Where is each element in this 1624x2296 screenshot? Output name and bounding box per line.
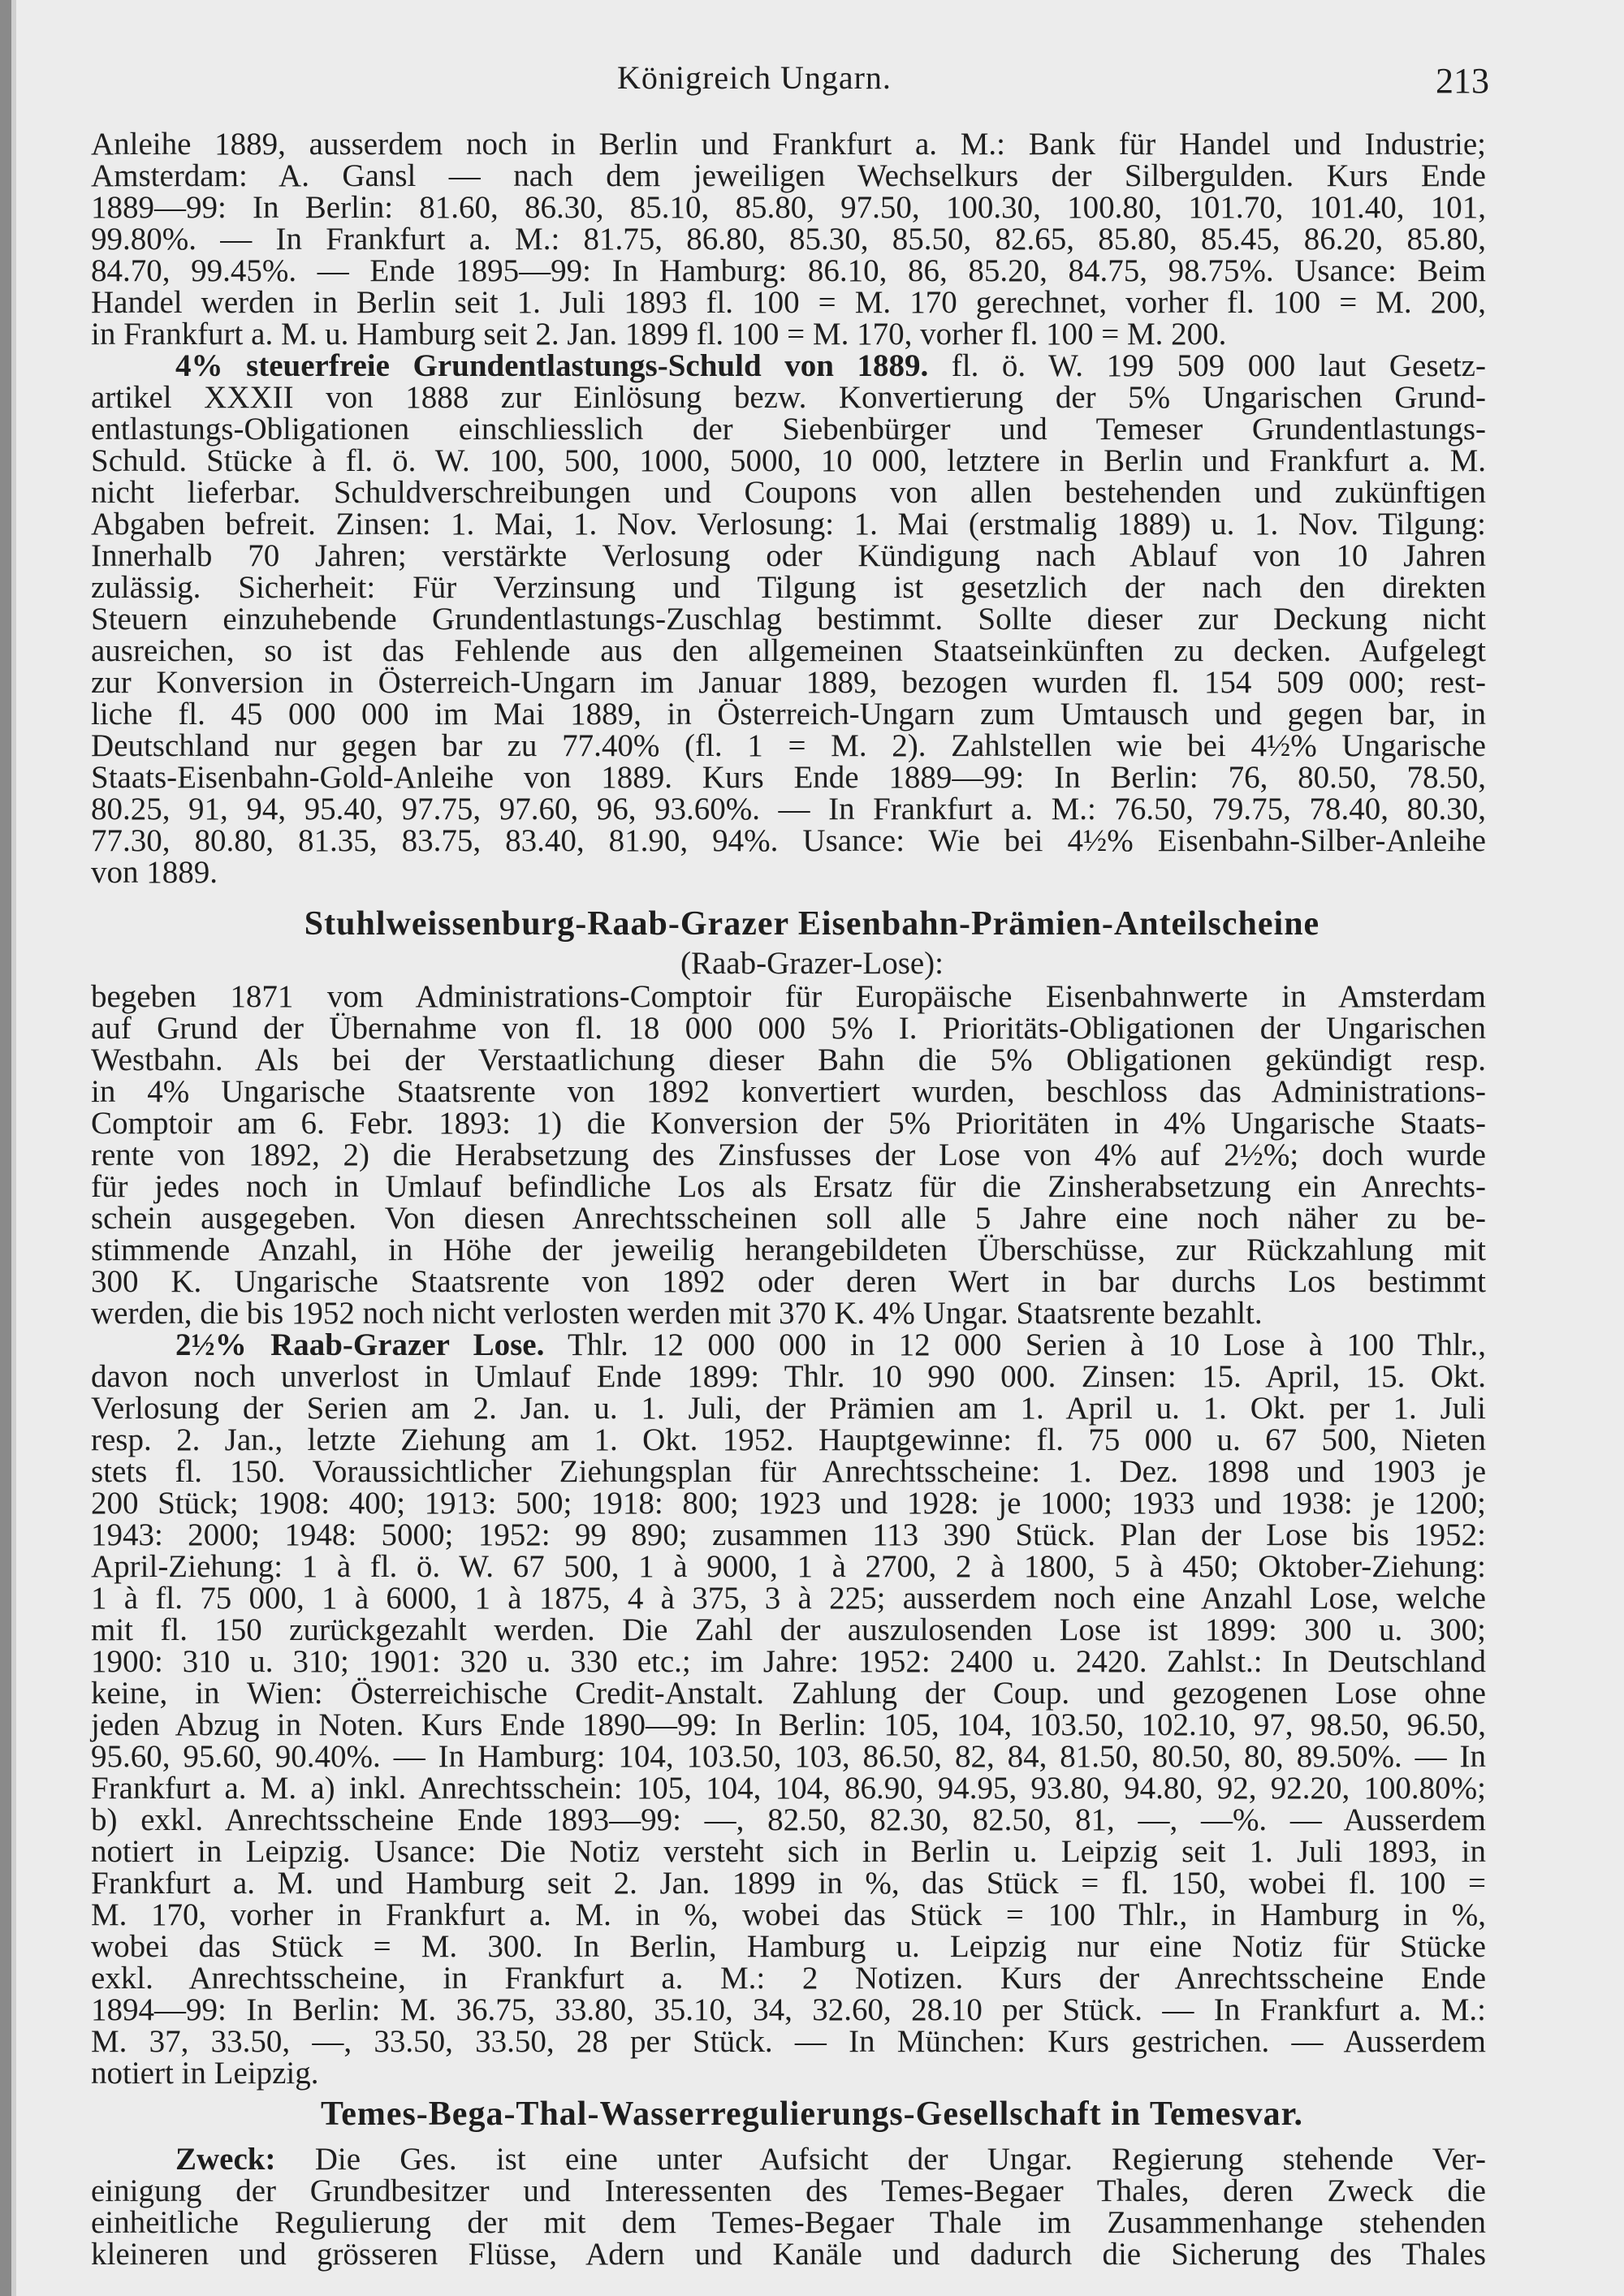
line-text: Die Ges. ist eine unter Aufsicht der Ungar. Regierung stehende Ver- [275, 2142, 1486, 2177]
bold-lead-in: 2½% Raab-Grazer Lose. [175, 1327, 545, 1362]
text-line [91, 1361, 1486, 1392]
line-text: 80.25, 91, 94, 95.40, 97.75, 97.60, 96, 93.60%. — In Frankfurt a. M.: 76.50, 79.75, 78.40, 80.30, [91, 792, 1486, 826]
line-text: auf Grund der Übernahme von fl. 18 000 000 5% I. Prioritäts-Obligationen der Ungarischen [91, 1011, 1486, 1046]
text-line [91, 445, 1486, 477]
line-text: notiert in Leipzig. Usance: Die Notiz versteht sich in Berlin u. Leipzig seit 1. Juli 1893, in [91, 1834, 1486, 1869]
line-text: nicht lieferbar. Schuldverschreibungen und Coupons von allen bestehenden und zukünftigen [91, 475, 1486, 510]
text-line [91, 287, 1486, 318]
line-text: 1 à fl. 75 000, 1 à 6000, 1 à 1875, 4 à 375, 3 à 225; ausserdem noch eine Anzahl Lose, welche [91, 1581, 1486, 1616]
line-text: Westbahn. Als bei der Verstaatlichung dieser Bahn die 5% Obligationen gekündigt resp. [91, 1042, 1486, 1077]
line-text: 1943: 2000; 1948: 5000; 1952: 99 890; zusammen 113 390 Stück. Plan der Lose bis 1952: [91, 1517, 1486, 1552]
line-text: Amsterdam: A. Gansl — nach dem jeweiligen Wechselkurs der Silbergulden. Kurs Ende [91, 158, 1486, 193]
text-block-raab-grazer-lose [91, 981, 1486, 2089]
text-line [91, 1551, 1486, 1582]
line-text: Anleihe 1889, ausserdem noch in Berlin und Frankfurt a. M.: Bank für Handel und Industrie; [91, 127, 1486, 162]
bold-lead-in: 4% steuerfreie Grundentlastungs-Schuld von 1889. [175, 348, 929, 383]
text-line [91, 192, 1486, 223]
line-text: Abgaben befreit. Zinsen: 1. Mai, 1. Nov. Verlosung: 1. Mai (erstmalig 1889) u. 1. Nov. Tilgung: [91, 507, 1486, 542]
text-line [91, 981, 1486, 1012]
line-text: keine, in Wien: Österreichische Credit-Anstalt. Zahlung der Coup. und gezogenen Lose ohne [91, 1676, 1486, 1711]
text-line [91, 1012, 1486, 1044]
text-block-temes-bega [91, 2143, 1486, 2270]
bold-lead-in: Zweck: [175, 2142, 276, 2177]
text-line [91, 382, 1486, 413]
text-line [91, 128, 1486, 160]
scan-edge-shadow [11, 0, 16, 2296]
line-text: 77.30, 80.80, 81.35, 83.75, 83.40, 81.90, 94%. Usance: Wie bei 4½% Eisenbahn-Silber-Anleihe [91, 823, 1486, 858]
text-line [91, 667, 1486, 698]
text-line [91, 1772, 1486, 1804]
line-text: stets fl. 150. Voraussichtlicher Ziehungsplan für Anrechtsscheine: 1. Dez. 1898 und 1903 je [91, 1454, 1486, 1489]
line-text: ausreichen, so ist das Fehlende aus den allgemeinen Staatseinkünften zu decken. Aufgelegt [91, 633, 1486, 668]
text-line [91, 1202, 1486, 1234]
scan-edge [0, 0, 11, 2296]
line-text: 95.60, 95.60, 90.40%. — In Hamburg: 104, 103.50, 103, 86.50, 82, 84, 81.50, 80.50, 80, 89.50%. — In [91, 1739, 1486, 1774]
section-subheading-raab-grazer: (Raab-Grazer-Lose): [680, 946, 944, 981]
text-line [91, 1392, 1486, 1424]
line-text: notiert in Leipzig. [91, 2056, 319, 2091]
text-line [91, 2057, 1486, 2089]
line-text: Verlosung der Serien am 2. Jan. u. 1. Juli, der Prämien am 1. April u. 1. Okt. per 1. Juli [91, 1391, 1486, 1426]
text-line [91, 540, 1486, 572]
line-text: Steuern einzuhebende Grundentlastungs-Zuschlag bestimmt. Sollte dieser zur Deckung nicht [91, 602, 1486, 637]
text-line [91, 1709, 1486, 1741]
text-line [91, 1456, 1486, 1487]
text-line [91, 603, 1486, 635]
line-text: wobei das Stück = M. 300. In Berlin, Hamburg u. Leipzig nur eine Notiz für Stücke [91, 1929, 1486, 1964]
text-line [91, 2175, 1486, 2207]
line-text: b) exkl. Anrechtsscheine Ende 1893—99: —, 82.50, 82.30, 82.50, 81, —, —%. — Ausserdem [91, 1802, 1486, 1837]
line-text: resp. 2. Jan., letzte Ziehung am 1. Okt. 1952. Hauptgewinne: fl. 75 000 u. 67 500, Nieten [91, 1422, 1486, 1457]
text-line [91, 1804, 1486, 1836]
text-line [91, 1107, 1486, 1139]
text-line [91, 1234, 1486, 1266]
text-line [91, 1076, 1486, 1107]
text-line [91, 223, 1486, 255]
line-text: jeden Abzug in Noten. Kurs Ende 1890—99: In Berlin: 105, 104, 103.50, 102.10, 97, 98.50, 96.50, [91, 1707, 1486, 1742]
text-line [91, 2143, 1486, 2175]
line-text: davon noch unverlost in Umlauf Ende 1899: Thlr. 10 990 000. Zinsen: 15. April, 15. Okt. [91, 1359, 1486, 1394]
line-text: 1889—99: In Berlin: 81.60, 86.30, 85.10, 85.80, 97.50, 100.30, 100.80, 101.70, 101.40, 101, [91, 190, 1486, 225]
text-line [91, 1519, 1486, 1551]
line-text: Comptoir am 6. Febr. 1893: 1) die Konversion der 5% Prioritäten in 4% Ungarische Staats- [91, 1106, 1486, 1141]
line-text: 1900: 310 u. 310; 1901: 320 u. 330 etc.; im Jahre: 1952: 2400 u. 2420. Zahlst.: In Deutschland [91, 1644, 1486, 1679]
text-line [91, 1044, 1486, 1076]
line-text: artikel XXXII von 1888 zur Einlösung bezw. Konvertierung der 5% Ungarischen Grund- [91, 380, 1486, 415]
line-text: Frankfurt a. M. a) inkl. Anrechtsschein: 105, 104, 104, 86.90, 94.95, 93.80, 94.80, 92, 92.20, 100.80%; [91, 1771, 1486, 1806]
line-text: werden, die bis 1952 noch nicht verlosten werden mit 370 K. 4% Ungar. Staatsrente bezahlt. [91, 1296, 1263, 1331]
text-line [91, 2207, 1486, 2238]
text-line [91, 1741, 1486, 1772]
text-line [91, 1487, 1486, 1519]
line-text: in Frankfurt a. M. u. Hamburg seit 2. Jan. 1899 fl. 100 = M. 170, vorher fl. 100 = M. 200. [91, 317, 1227, 352]
text-line [91, 2026, 1486, 2057]
line-text: entlastungs-Obligationen einschliesslich der Siebenbürger und Temeser Grundentlastungs- [91, 412, 1486, 447]
text-line [91, 1266, 1486, 1297]
text-line [91, 1962, 1486, 1994]
line-text: mit fl. 150 zurückgezahlt werden. Die Zahl der auszulosenden Lose ist 1899: 300 u. 300; [91, 1612, 1486, 1647]
text-line [91, 1836, 1486, 1867]
line-text: begeben 1871 vom Administrations-Comptoir für Europäische Eisenbahnwerte in Amsterdam [91, 979, 1486, 1014]
running-title: Königreich Ungarn. [617, 59, 892, 96]
text-line [91, 762, 1486, 793]
text-line [91, 160, 1486, 192]
line-text: 1894—99: In Berlin: M. 36.75, 33.80, 35.10, 34, 32.60, 28.10 per Stück. — In Frankfurt a. M.: [91, 1992, 1486, 2027]
text-line [91, 1677, 1486, 1709]
line-text: 99.80%. — In Frankfurt a. M.: 81.75, 86.80, 85.30, 85.50, 82.65, 85.80, 85.45, 86.20, 85.80, [91, 222, 1486, 257]
text-line [91, 1329, 1486, 1361]
line-text: von 1889. [91, 855, 218, 890]
text-line [91, 1646, 1486, 1677]
text-line [91, 1614, 1486, 1646]
running-header [0, 58, 1624, 99]
line-text: Deutschland nur gegen bar zu 77.40% (fl. 1 = M. 2). Zahlstellen wie bei 4½% Ungarische [91, 728, 1486, 763]
text-line [91, 635, 1486, 667]
section-heading-raab-grazer: Stuhlweissenburg-Raab-Grazer Eisenbahn-Prämien-Anteilscheine [304, 905, 1320, 943]
line-text: für jedes noch in Umlauf befindliche Los als Ersatz für die Zinsherabsetzung ein Anrechts- [91, 1169, 1486, 1204]
line-text: exkl. Anrechtsscheine, in Frankfurt a. M.: 2 Notizen. Kurs der Anrechtsscheine Ende [91, 1961, 1486, 1996]
text-line [91, 1139, 1486, 1171]
text-line [91, 698, 1486, 730]
line-text: April-Ziehung: 1 à fl. ö. W. 67 500, 1 à 9000, 1 à 2700, 2 à 1800, 5 à 450; Oktober-Ziehung: [91, 1549, 1486, 1584]
text-line [91, 350, 1486, 382]
line-text: Thlr. 12 000 000 in 12 000 Serien à 10 Lose à 100 Thlr., [544, 1327, 1486, 1362]
line-text: M. 37, 33.50, —, 33.50, 33.50, 28 per Stück. — In München: Kurs gestrichen. — Ausserdem [91, 2024, 1486, 2059]
text-line [91, 255, 1486, 287]
line-text: in 4% Ungarische Staatsrente von 1892 konvertiert wurden, beschloss das Administrations- [91, 1074, 1486, 1109]
text-line [91, 793, 1486, 825]
text-line [91, 1424, 1486, 1456]
line-text: Frankfurt a. M. und Hamburg seit 2. Jan. 1899 in %, das Stück = fl. 150, wobei fl. 100 = [91, 1866, 1486, 1901]
line-text: rente von 1892, 2) die Herabsetzung des Zinsfusses der Lose von 4% auf 2½%; doch wurde [91, 1137, 1486, 1172]
text-line [91, 1582, 1486, 1614]
text-line [91, 318, 1486, 350]
text-block-grundentlastung [91, 128, 1486, 888]
line-text: liche fl. 45 000 000 im Mai 1889, in Österreich-Ungarn zum Umtausch und gegen bar, in [91, 697, 1486, 732]
line-text: schein ausgegeben. Von diesen Anrechtsscheinen soll alle 5 Jahre eine noch näher zu be- [91, 1201, 1486, 1236]
text-line [91, 1867, 1486, 1899]
line-text: M. 170, vorher in Frankfurt a. M. in %, wobei das Stück = 100 Thlr., in Hamburg in %, [91, 1897, 1486, 1932]
line-text: 300 K. Ungarische Staatsrente von 1892 oder deren Wert in bar durchs Los bestimmt [91, 1264, 1486, 1299]
line-text: einheitliche Regulierung der mit dem Temes-Begaer Thale im Zusammenhange stehenden [91, 2205, 1486, 2240]
text-line [91, 508, 1486, 540]
text-line [91, 857, 1486, 888]
section-heading-temes-bega: Temes-Bega-Thal-Wasserregulierungs-Gesellschaft in Temesvar. [321, 2095, 1303, 2133]
line-text: Staats-Eisenbahn-Gold-Anleihe von 1889. Kurs Ende 1889—99: In Berlin: 76, 80.50, 78.50, [91, 760, 1486, 795]
line-text: fl. ö. W. 199 509 000 laut Gesetz- [928, 348, 1486, 383]
text-line [91, 572, 1486, 603]
text-line [91, 477, 1486, 508]
text-line [91, 1931, 1486, 1962]
text-line [91, 1297, 1486, 1329]
page-number: 213 [1436, 61, 1489, 101]
text-line [91, 413, 1486, 445]
line-text: 84.70, 99.45%. — Ende 1895—99: In Hamburg: 86.10, 86, 85.20, 84.75, 98.75%. Usance: Beim [91, 253, 1486, 288]
text-line [91, 825, 1486, 857]
text-line [91, 1899, 1486, 1931]
line-text: Schuld. Stücke à fl. ö. W. 100, 500, 1000, 5000, 10 000, letztere in Berlin und Frankfurt a. M. [91, 443, 1486, 478]
line-text: stimmende Anzahl, in Höhe der jeweilig herangebildeten Überschüsse, zur Rückzahlung mit [91, 1232, 1486, 1267]
line-text: einigung der Grundbesitzer und Interessenten des Temes-Begaer Thales, deren Zweck die [91, 2173, 1486, 2208]
text-line [91, 1994, 1486, 2026]
line-text: Handel werden in Berlin seit 1. Juli 1893 fl. 100 = M. 170 gerechnet, vorher fl. 100 = M. 200, [91, 285, 1486, 320]
line-text: Innerhalb 70 Jahren; verstärkte Verlosung oder Kündigung nach Ablauf von 10 Jahren [91, 538, 1486, 573]
line-text: zulässig. Sicherheit: Für Verzinsung und Tilgung ist gesetzlich der nach den direkten [91, 570, 1486, 605]
line-text: zur Konversion in Österreich-Ungarn im Januar 1889, bezogen wurden fl. 154 509 000; rest- [91, 665, 1486, 700]
text-line [91, 730, 1486, 762]
line-text: 200 Stück; 1908: 400; 1913: 500; 1918: 800; 1923 und 1928: je 1000; 1933 und 1938: je 1200; [91, 1486, 1486, 1521]
text-line [91, 2238, 1486, 2270]
line-text: kleineren und grösseren Flüsse, Adern und Kanäle und dadurch die Sicherung des Thales [91, 2237, 1486, 2272]
text-line [91, 1171, 1486, 1202]
